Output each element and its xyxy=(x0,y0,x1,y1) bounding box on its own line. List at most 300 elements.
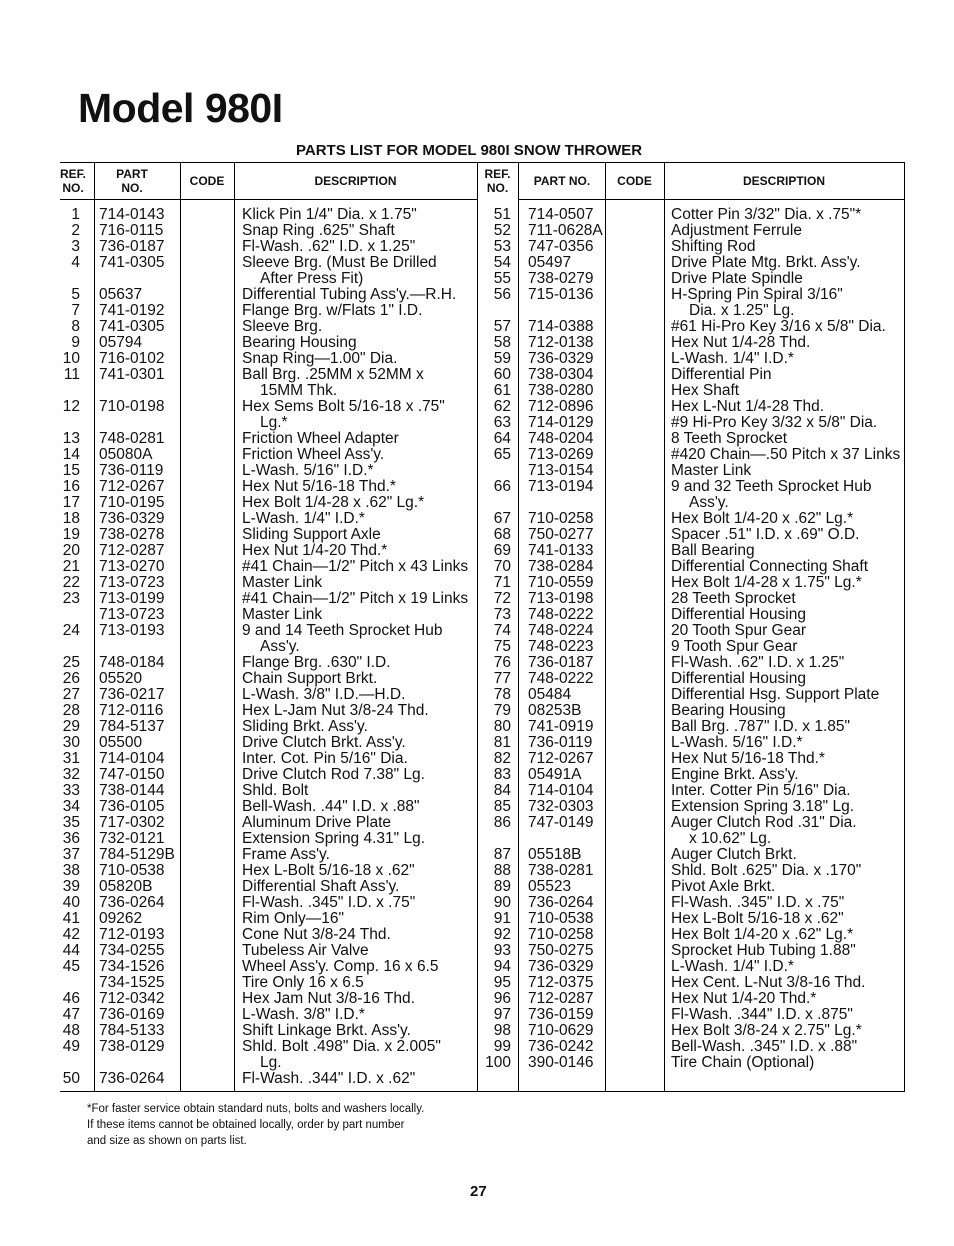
part-no: 712-0896 xyxy=(528,398,594,415)
part-no: 741-0305 xyxy=(99,318,165,335)
description: Inter. Cotter Pin 5/16" Dia. xyxy=(671,782,851,799)
part-no: 712-0267 xyxy=(99,478,165,495)
table-row xyxy=(60,239,905,255)
part-no: 714-0129 xyxy=(528,414,594,431)
part-no: 748-0223 xyxy=(528,638,594,655)
header-part-no: PART NO. xyxy=(533,174,591,188)
part-no: 736-0329 xyxy=(528,958,594,975)
description: #9 Hi-Pro Key 3/32 x 5/8" Dia. xyxy=(671,414,878,431)
ref-no: 87 xyxy=(493,846,511,863)
part-no: 712-0287 xyxy=(99,542,165,559)
description: Shld. Bolt .498" Dia. x 2.005" xyxy=(242,1038,441,1055)
table-row xyxy=(60,767,905,783)
part-no: 713-0270 xyxy=(99,558,165,575)
part-no: 734-1525 xyxy=(99,974,165,991)
table-row xyxy=(60,207,905,223)
ref-no: 57 xyxy=(493,318,511,335)
table-row xyxy=(60,815,905,831)
part-no: 750-0275 xyxy=(528,942,594,959)
table-row xyxy=(60,607,905,623)
description: Differential Hsg. Support Plate xyxy=(671,686,880,703)
part-no: 711-0628A xyxy=(528,222,603,239)
description: Drive Clutch Brkt. Ass'y. xyxy=(242,734,406,751)
description: x 10.62" Lg. xyxy=(689,830,772,847)
part-no: 736-0187 xyxy=(99,238,165,255)
footnote-line: If these items cannot be obtained locally, order by part number xyxy=(87,1119,405,1131)
description: Differential Housing xyxy=(671,670,806,687)
description: Differential Housing xyxy=(671,606,806,623)
description: Hex Jam Nut 3/8-16 Thd. xyxy=(242,990,415,1007)
ref-no: 48 xyxy=(62,1022,80,1039)
description: Ball Brg. .787" I.D. x 1.85" xyxy=(671,718,851,735)
ref-no: 41 xyxy=(62,910,80,927)
table-row xyxy=(60,575,905,591)
footnote-line: and size as shown on parts list. xyxy=(87,1135,247,1147)
part-no: 736-0119 xyxy=(99,462,164,479)
description: Differential Connecting Shaft xyxy=(671,558,869,575)
ref-no: 12 xyxy=(62,398,80,415)
ref-no: 70 xyxy=(493,558,511,575)
description: L-Wash. 1/4" I.D.* xyxy=(671,350,794,367)
part-no: 741-0192 xyxy=(99,302,165,319)
ref-no: 23 xyxy=(62,590,80,607)
description: Ass'y. xyxy=(689,494,729,511)
ref-no: 72 xyxy=(493,590,511,607)
part-no: 736-0264 xyxy=(528,894,594,911)
description: 15MM Thk. xyxy=(260,382,338,399)
description: Cotter Pin 3/32" Dia. x .75"* xyxy=(671,206,862,223)
part-no: 710-0258 xyxy=(528,926,594,943)
description: Lg. xyxy=(260,1054,282,1071)
ref-no: 35 xyxy=(62,814,80,831)
description: Master Link xyxy=(242,574,323,591)
part-no: 713-0154 xyxy=(528,462,594,479)
part-no: 717-0302 xyxy=(99,814,165,831)
header-code: CODE xyxy=(617,174,652,188)
ref-no: 92 xyxy=(493,926,511,943)
description: Differential Pin xyxy=(671,366,772,383)
description: Chain Support Brkt. xyxy=(242,670,378,687)
ref-no: 60 xyxy=(493,366,511,383)
ref-no: 54 xyxy=(493,254,511,271)
part-no: 736-0217 xyxy=(99,686,165,703)
ref-no: 51 xyxy=(493,206,511,223)
part-no: 741-0919 xyxy=(528,718,594,735)
table-row xyxy=(60,943,905,959)
ref-no: 80 xyxy=(493,718,511,735)
table-row xyxy=(60,911,905,927)
table-row xyxy=(60,495,905,511)
ref-no: 26 xyxy=(62,670,80,687)
ref-no: 31 xyxy=(62,750,80,767)
description: Ass'y. xyxy=(260,638,300,655)
part-no: 05523 xyxy=(528,878,572,895)
table-row xyxy=(60,831,905,847)
table-row xyxy=(60,751,905,767)
ref-no: 25 xyxy=(62,654,80,671)
table-row xyxy=(60,1071,905,1087)
description: Rim Only—16" xyxy=(242,910,344,927)
description: Adjustment Ferrule xyxy=(671,222,802,239)
description: Wheel Ass'y. Comp. 16 x 6.5 xyxy=(242,958,439,975)
ref-no: 8 xyxy=(71,318,80,335)
part-no: 736-0264 xyxy=(99,1070,165,1087)
part-no: 713-0199 xyxy=(99,590,165,607)
header-code: CODE xyxy=(189,174,225,188)
ref-no: 88 xyxy=(493,862,511,879)
part-no: 747-0150 xyxy=(99,766,165,783)
part-no: 713-0194 xyxy=(528,478,594,495)
description: Fl-Wash. .345" I.D. x .75" xyxy=(242,894,416,911)
description: Hex Bolt 1/4-28 x 1.75" Lg.* xyxy=(671,574,862,591)
description: Hex Bolt 3/8-24 x 2.75" Lg.* xyxy=(671,1022,862,1039)
description: Sleeve Brg. xyxy=(242,318,323,335)
table-row xyxy=(60,991,905,1007)
description: Tire Chain (Optional) xyxy=(671,1054,815,1071)
ref-no: 18 xyxy=(62,510,80,527)
header-ref-no: REF. NO. xyxy=(59,167,86,195)
part-no: 714-0388 xyxy=(528,318,594,335)
description: H-Spring Pin Spiral 3/16" xyxy=(671,286,843,303)
description: Shift Linkage Brkt. Ass'y. xyxy=(242,1022,411,1039)
ref-no: 65 xyxy=(493,446,511,463)
table-row xyxy=(60,927,905,943)
ref-no: 58 xyxy=(493,334,511,351)
ref-no: 11 xyxy=(63,366,80,383)
ref-no: 62 xyxy=(493,398,511,415)
description: Hex L-Jam Nut 3/8-24 Thd. xyxy=(242,702,429,719)
part-no: 710-0198 xyxy=(99,398,165,415)
description: Bearing Housing xyxy=(242,334,357,351)
table-row xyxy=(60,671,905,687)
table-row xyxy=(60,351,905,367)
table-row xyxy=(60,591,905,607)
part-no: 738-0278 xyxy=(99,526,165,543)
part-no: 750-0277 xyxy=(528,526,594,543)
description: Hex Shaft xyxy=(671,382,740,399)
description: Pivot Axle Brkt. xyxy=(671,878,776,895)
part-no: 714-0143 xyxy=(99,206,165,223)
description: Ball Brg. .25MM x 52MM x xyxy=(242,366,424,383)
description: Auger Clutch Rod .31" Dia. xyxy=(671,814,857,831)
part-no: 710-0538 xyxy=(528,910,594,927)
ref-no: 3 xyxy=(71,238,80,255)
description: Fl-Wash. .62" I.D. x 1.25" xyxy=(242,238,416,255)
ref-no: 40 xyxy=(62,894,80,911)
description: 20 Tooth Spur Gear xyxy=(671,622,806,639)
part-no: 736-0187 xyxy=(528,654,594,671)
table-row xyxy=(60,463,905,479)
description: Dia. x 1.25" Lg. xyxy=(689,302,795,319)
part-no: 734-0255 xyxy=(99,942,165,959)
description: Aluminum Drive Plate xyxy=(242,814,392,831)
part-no: 710-0559 xyxy=(528,574,594,591)
ref-no: 15 xyxy=(62,462,80,479)
ref-no: 90 xyxy=(493,894,511,911)
description: 9 and 14 Teeth Sprocket Hub xyxy=(242,622,443,639)
header-rule xyxy=(518,199,905,200)
ref-no: 28 xyxy=(62,702,80,719)
header-ref-no: REF. NO. xyxy=(484,167,511,195)
part-no: 734-1526 xyxy=(99,958,165,975)
part-no: 732-0303 xyxy=(528,798,594,815)
table-row xyxy=(60,623,905,639)
part-no: 714-0104 xyxy=(99,750,165,767)
table-row xyxy=(60,479,905,495)
description: Snap Ring .625" Shaft xyxy=(242,222,395,239)
description: Hex Bolt 1/4-20 x .62" Lg.* xyxy=(671,926,854,943)
part-no: 713-0723 xyxy=(99,606,165,623)
description: Drive Clutch Rod 7.38" Lg. xyxy=(242,766,425,783)
ref-no: 94 xyxy=(493,958,511,975)
part-no: 710-0629 xyxy=(528,1022,594,1039)
header-description: DESCRIPTION xyxy=(314,174,397,188)
ref-no: 100 xyxy=(485,1054,511,1071)
part-no: 732-0121 xyxy=(99,830,165,847)
ref-no: 2 xyxy=(71,222,80,239)
ref-no: 47 xyxy=(62,1006,80,1023)
ref-no: 95 xyxy=(493,974,511,991)
part-no: 738-0280 xyxy=(528,382,594,399)
table-row xyxy=(60,735,905,751)
ref-no: 21 xyxy=(62,558,80,575)
ref-no: 24 xyxy=(62,622,80,639)
description: #41 Chain—1/2" Pitch x 43 Links xyxy=(242,558,469,575)
part-no: 738-0284 xyxy=(528,558,594,575)
parts-table xyxy=(60,162,905,1092)
description: Flange Brg. w/Flats 1" I.D. xyxy=(242,302,423,319)
part-no: 741-0305 xyxy=(99,254,165,271)
parts-list-heading: PARTS LIST FOR MODEL 980I SNOW THROWER xyxy=(296,142,643,159)
table-row xyxy=(60,383,905,399)
ref-no: 38 xyxy=(62,862,80,879)
part-no: 736-0119 xyxy=(528,734,593,751)
description: Sliding Support Axle xyxy=(242,526,381,543)
part-no: 710-0195 xyxy=(99,494,165,511)
ref-no: 32 xyxy=(62,766,80,783)
ref-no: 59 xyxy=(493,350,511,367)
part-no: 716-0115 xyxy=(99,222,164,239)
ref-no: 68 xyxy=(493,526,511,543)
description: Differential Tubing Ass'y.—R.H. xyxy=(242,286,457,303)
table-row xyxy=(60,431,905,447)
description: Hex Nut 5/16-18 Thd.* xyxy=(242,478,396,495)
description: Frame Ass'y. xyxy=(242,846,330,863)
table-row xyxy=(60,511,905,527)
description: Inter. Cot. Pin 5/16" Dia. xyxy=(242,750,408,767)
table-row xyxy=(60,527,905,543)
part-no: 738-0279 xyxy=(528,270,594,287)
header-description: DESCRIPTION xyxy=(742,174,825,188)
ref-no: 64 xyxy=(493,430,511,447)
ref-no: 79 xyxy=(493,702,511,719)
ref-no: 84 xyxy=(493,782,511,799)
part-no: 748-0222 xyxy=(528,670,594,687)
ref-no: 71 xyxy=(493,574,511,591)
description: 9 Tooth Spur Gear xyxy=(671,638,798,655)
ref-no: 93 xyxy=(493,942,511,959)
part-no: 747-0356 xyxy=(528,238,594,255)
description: Hex L-Bolt 5/16-18 x .62" xyxy=(242,862,415,879)
table-row xyxy=(60,975,905,991)
description: Spacer .51" I.D. x .69" O.D. xyxy=(671,526,860,543)
table-row xyxy=(60,847,905,863)
table-row xyxy=(60,415,905,431)
footnote xyxy=(87,1101,424,1149)
ref-no: 17 xyxy=(62,494,80,511)
description: Engine Brkt. Ass'y. xyxy=(671,766,799,783)
table-row xyxy=(60,255,905,271)
table-row xyxy=(60,399,905,415)
description: Cone Nut 3/8-24 Thd. xyxy=(242,926,391,943)
part-no: 712-0342 xyxy=(99,990,165,1007)
description: Drive Plate Mtg. Brkt. Ass'y. xyxy=(671,254,861,271)
description: Extension Spring 4.31" Lg. xyxy=(242,830,426,847)
description: Tubeless Air Valve xyxy=(242,942,369,959)
description: Fl-Wash. .62" I.D. x 1.25" xyxy=(671,654,845,671)
part-no: 05080A xyxy=(99,446,153,463)
description: 8 Teeth Sprocket xyxy=(671,430,788,447)
ref-no: 53 xyxy=(493,238,511,255)
part-no: 736-0329 xyxy=(528,350,594,367)
part-no: 712-0267 xyxy=(528,750,594,767)
table-row xyxy=(60,303,905,319)
ref-no: 75 xyxy=(493,638,511,655)
description: Hex Sems Bolt 5/16-18 x .75" xyxy=(242,398,445,415)
part-no: 741-0133 xyxy=(528,542,594,559)
part-no: 741-0301 xyxy=(99,366,165,383)
ref-no: 81 xyxy=(493,734,511,751)
table-row xyxy=(60,799,905,815)
ref-no: 10 xyxy=(62,350,80,367)
ref-no: 16 xyxy=(62,478,80,495)
description: Hex Bolt 1/4-28 x .62" Lg.* xyxy=(242,494,425,511)
part-no: 738-0129 xyxy=(99,1038,165,1055)
part-no: 714-0507 xyxy=(528,206,594,223)
description: Bell-Wash. .44" I.D. x .88" xyxy=(242,798,420,815)
ref-no: 66 xyxy=(493,478,511,495)
ref-no: 86 xyxy=(493,814,511,831)
part-no: 736-0242 xyxy=(528,1038,594,1055)
ref-no: 85 xyxy=(493,798,511,815)
part-no: 736-0329 xyxy=(99,510,165,527)
ref-no: 13 xyxy=(62,430,80,447)
ref-no: 73 xyxy=(493,606,511,623)
part-no: 05484 xyxy=(528,686,572,703)
part-no: 748-0204 xyxy=(528,430,594,447)
ref-no: 83 xyxy=(493,766,511,783)
part-no: 748-0281 xyxy=(99,430,165,447)
description: L-Wash. 5/16" I.D.* xyxy=(242,462,374,479)
ref-no: 46 xyxy=(62,990,80,1007)
table-row xyxy=(60,639,905,655)
ref-no: 1 xyxy=(71,206,80,223)
footnote-line: *For faster service obtain standard nuts, bolts and washers locally. xyxy=(87,1103,425,1115)
ref-no: 55 xyxy=(493,270,511,287)
description: #61 Hi-Pro Key 3/16 x 5/8" Dia. xyxy=(671,318,886,335)
ref-no: 76 xyxy=(493,654,511,671)
ref-no: 56 xyxy=(493,286,511,303)
part-no: 05820B xyxy=(99,878,153,895)
ref-no: 7 xyxy=(71,302,80,319)
ref-no: 77 xyxy=(493,670,511,687)
part-no: 736-0169 xyxy=(99,1006,165,1023)
part-no: 714-0104 xyxy=(528,782,594,799)
description: Sprocket Hub Tubing 1.88" xyxy=(671,942,856,959)
description: Fl-Wash. .344" I.D. x .62" xyxy=(242,1070,416,1087)
table-row xyxy=(60,367,905,383)
description: Sleeve Brg. (Must Be Drilled xyxy=(242,254,437,271)
part-no: 05518B xyxy=(528,846,582,863)
part-no: 736-0264 xyxy=(99,894,165,911)
part-no: 736-0105 xyxy=(99,798,165,815)
table-row xyxy=(60,863,905,879)
table-row xyxy=(60,1055,905,1071)
part-no: 712-0138 xyxy=(528,334,594,351)
description: Klick Pin 1/4" Dia. x 1.75" xyxy=(242,206,417,223)
description: Tire Only 16 x 6.5 xyxy=(242,974,364,991)
description: #41 Chain—1/2" Pitch x 19 Links xyxy=(242,590,469,607)
description: Hex Bolt 1/4-20 x .62" Lg.* xyxy=(671,510,854,527)
table-row xyxy=(60,703,905,719)
table-row xyxy=(60,1039,905,1055)
description: Snap Ring—1.00" Dia. xyxy=(242,350,398,367)
ref-no: 33 xyxy=(62,782,80,799)
ref-no: 30 xyxy=(62,734,80,751)
page-number: 27 xyxy=(470,1183,487,1200)
part-no: 748-0184 xyxy=(99,654,165,671)
description: Sliding Brkt. Ass'y. xyxy=(242,718,368,735)
part-no: 05520 xyxy=(99,670,143,687)
description: Fl-Wash. .344" I.D. x .875" xyxy=(671,1006,853,1023)
description: Differential Shaft Ass'y. xyxy=(242,878,400,895)
part-no: 713-0193 xyxy=(99,622,165,639)
ref-no: 91 xyxy=(493,910,511,927)
description: Drive Plate Spindle xyxy=(671,270,803,287)
part-no: 712-0375 xyxy=(528,974,594,991)
part-no: 05637 xyxy=(99,286,143,303)
ref-no: 82 xyxy=(493,750,511,767)
part-no: 710-0538 xyxy=(99,862,165,879)
ref-no: 89 xyxy=(493,878,511,895)
table-row xyxy=(60,1023,905,1039)
part-no: 712-0116 xyxy=(99,702,164,719)
part-no: 710-0258 xyxy=(528,510,594,527)
table-row xyxy=(60,287,905,303)
ref-no: 14 xyxy=(62,446,80,463)
part-no: 713-0198 xyxy=(528,590,594,607)
ref-no: 42 xyxy=(62,926,80,943)
description: L-Wash. 3/8" I.D.* xyxy=(242,1006,365,1023)
description: Auger Clutch Brkt. xyxy=(671,846,797,863)
table-row xyxy=(60,223,905,239)
ref-no: 67 xyxy=(493,510,511,527)
ref-no: 19 xyxy=(62,526,80,543)
description: L-Wash. 5/16" I.D.* xyxy=(671,734,803,751)
ref-no: 97 xyxy=(493,1006,511,1023)
description: 28 Teeth Sprocket xyxy=(671,590,796,607)
ref-no: 22 xyxy=(62,574,80,591)
part-no: 05491A xyxy=(528,766,582,783)
header-part-no: PART NO. xyxy=(116,167,148,195)
description: Shifting Rod xyxy=(671,238,756,255)
table-row xyxy=(60,543,905,559)
part-no: 713-0723 xyxy=(99,574,165,591)
part-no: 738-0304 xyxy=(528,366,594,383)
description: 9 and 32 Teeth Sprocket Hub xyxy=(671,478,872,495)
description: Lg.* xyxy=(260,414,288,431)
ref-no: 9 xyxy=(71,334,80,351)
